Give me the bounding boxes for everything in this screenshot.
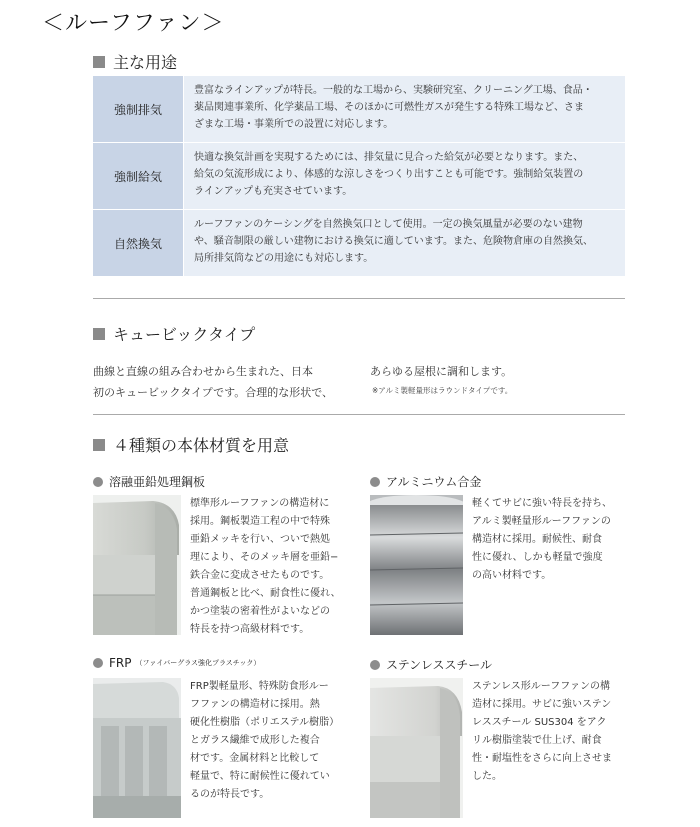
text-line: ざまな工場・事業所での設置に対応します。	[194, 119, 394, 130]
cubic-heading	[93, 322, 255, 345]
material-description	[190, 495, 341, 639]
text-line: 硬化性樹脂（ポリエステル樹脂）	[190, 717, 340, 728]
text-line: ラインアップも充実させています。	[194, 186, 353, 197]
text-line: 特長を持つ高級材料です。	[190, 624, 310, 635]
text-line: アルミ製軽量形ルーフファンの	[472, 516, 611, 527]
materials-heading-text: ４種類の本体材質を用意	[113, 436, 290, 455]
cubic-description-right	[370, 361, 512, 382]
usage-row	[93, 143, 625, 209]
usage-table	[93, 76, 625, 277]
text-line: レススチール SUS304 をアク	[472, 717, 607, 728]
material-heading	[93, 473, 205, 490]
text-line: 豊富なラインアップが特長。一般的な工場から、実験研究室、クリーニング工場、食品・	[194, 85, 593, 96]
usage-heading-text: 主な用途	[113, 53, 178, 72]
usage-description	[184, 76, 625, 142]
text-line: FRP製軽量形、特殊防食形ルー	[190, 681, 329, 692]
square-bullet-icon	[93, 56, 105, 68]
text-line: あらゆる屋根に調和します。	[370, 365, 513, 378]
text-line: 初のキュービックタイプです。合理的な形状で、	[93, 386, 334, 399]
text-line: ステンレス形ルーフファンの構	[472, 681, 611, 692]
text-line: の高い材料です。	[472, 570, 552, 581]
text-line: ルーフファンのケーシングを自然換気口として使用。一定の換気風量が必要のない建物	[194, 219, 583, 230]
material-heading	[370, 473, 481, 490]
text-line: かつ塗装の密着性がよいなどの	[190, 606, 330, 617]
text-line: した。	[472, 771, 502, 782]
text-line: 鉄合金に変成させたものです。	[190, 570, 330, 581]
circle-bullet-icon	[93, 477, 103, 487]
material-name: ステンレススチール	[386, 658, 493, 672]
square-bullet-icon	[93, 439, 105, 451]
usage-label: 自然換気	[93, 210, 183, 276]
usage-description	[184, 143, 625, 209]
text-line: 標準形ルーフファンの構造材に	[190, 498, 330, 509]
text-line: 軽くてサビに強い特長を持ち、	[472, 498, 612, 509]
text-line: 普通鋼板と比べ、耐食性に優れ、	[190, 588, 341, 599]
text-line: 構造材に採用。耐候性、耐食	[472, 534, 602, 545]
text-line: 材です。金属材料と比較して	[190, 753, 320, 764]
text-line: や、騒音制限の厳しい建物における換気に適しています。また、危険物倉庫の自然換気、	[194, 236, 593, 247]
text-line: フファンの構造材に採用。熱	[190, 699, 320, 710]
usage-row	[93, 76, 625, 142]
cubic-heading-text: キュービックタイプ	[113, 325, 256, 344]
material-heading	[370, 656, 492, 673]
text-line: 局所排気筒などの用途にも対応します。	[194, 253, 374, 264]
text-line: リル樹脂塗装で仕上げ、耐食	[472, 735, 602, 746]
text-line: 給気の気流形成により、体感的な涼しさをつくり出すことも可能です。強制給気装置の	[194, 169, 584, 180]
usage-label: 強制給気	[93, 143, 183, 209]
page-title: ＜ルーフファン＞	[42, 11, 225, 36]
material-heading	[93, 656, 260, 670]
cubic-note: ※アルミ製軽量形はラウンドタイプです。	[372, 386, 513, 395]
usage-label: 強制排気	[93, 76, 183, 142]
galvanized-steel-fan-image	[93, 495, 181, 635]
text-line: 採用。鋼板製造工程の中で特殊	[190, 516, 330, 527]
text-line: 造材に採用。サビに強いステン	[472, 699, 612, 710]
material-subtitle: （ファイバーグラス強化プラスチック）	[135, 659, 261, 667]
circle-bullet-icon	[370, 477, 380, 487]
square-bullet-icon	[93, 328, 105, 340]
usage-row	[93, 210, 625, 276]
text-line: 亜鉛メッキを行い、ついで熱処	[190, 534, 330, 545]
text-line: 曲線と直線の組み合わせから生まれた、日本	[93, 365, 313, 378]
circle-bullet-icon	[370, 660, 380, 670]
material-name: FRP	[109, 656, 132, 670]
frp-fan-image	[93, 678, 181, 818]
divider	[93, 414, 625, 415]
text-line: 性に優れ、しかも軽量で強度	[472, 552, 603, 563]
material-description	[472, 678, 612, 786]
text-line: るのが特長です。	[190, 789, 270, 800]
text-line: 性・耐塩性をさらに向上させま	[472, 753, 612, 764]
text-line: 快適な換気計画を実現するためには、排気量に見合った給気が必要となります。また、	[194, 152, 584, 163]
material-description	[190, 678, 339, 804]
text-line: とガラス繊維で成形した複合	[190, 735, 320, 746]
stainless-steel-fan-image	[370, 678, 463, 818]
divider	[93, 298, 625, 299]
circle-bullet-icon	[93, 658, 103, 668]
text-line: 軽量で、特に耐候性に優れてい	[190, 771, 330, 782]
aluminium-fan-image	[370, 495, 463, 635]
materials-heading	[93, 433, 289, 456]
text-line: 理により、そのメッキ層を亜鉛−	[190, 552, 339, 563]
material-name: アルミニウム合金	[386, 475, 482, 489]
material-name: 溶融亜鉛処理鋼板	[109, 475, 206, 489]
material-description	[472, 495, 612, 585]
cubic-description-left	[93, 361, 333, 403]
text-line: 薬品関連事業所、化学薬品工場、そのほかに可燃性ガスが発生する特殊工場など、さま	[194, 102, 584, 113]
usage-description	[184, 210, 625, 276]
usage-heading	[93, 50, 177, 73]
